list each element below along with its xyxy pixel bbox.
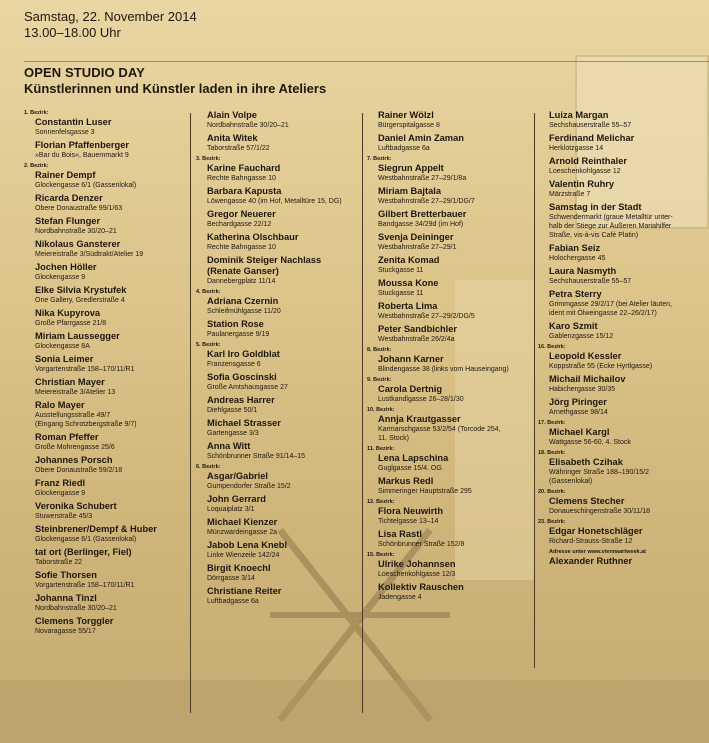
artist-name: Elke Silvia Krystufek — [35, 285, 127, 295]
studio-address: Schönbrunner Straße 152/8 — [378, 541, 465, 548]
artist-entry — [538, 266, 706, 286]
artist-entry — [24, 524, 184, 544]
studio-address: Linke Wienzeile 142/24 — [207, 552, 280, 559]
studio-address: Währinger Straße 188–190/15/2 — [549, 469, 650, 476]
artist-name: Rainer Dempf — [35, 170, 96, 180]
studio-address: Glockengasse 9 — [35, 490, 86, 497]
artist-entry — [538, 457, 706, 486]
artist-entry — [367, 232, 530, 252]
artist-name: Dominik Steiger Nachlass — [207, 255, 322, 265]
artist-entry — [196, 319, 356, 339]
studio-address: Stuckgasse 11 — [378, 290, 424, 297]
artist-name: Jörg Piringer — [549, 397, 607, 407]
artist-entry — [538, 133, 706, 153]
artist-name: Clemens Stecher — [549, 496, 625, 506]
artist-name: Johann Karner — [378, 354, 444, 364]
district-heading: 5. Bezirk: — [196, 342, 221, 348]
artist-name: Valentin Ruhry — [549, 179, 615, 189]
studio-address: Donaueschingenstraße 30/11/18 — [549, 508, 651, 515]
artist-entry — [24, 570, 184, 590]
studio-address: Stuwerstraße 45/3 — [35, 513, 93, 520]
artist-entry — [24, 593, 184, 613]
studio-address: Sechshauserstraße 55–57 — [549, 122, 632, 129]
artist-name: Karo Szmit — [549, 321, 598, 331]
artist-name: Anna Witt — [207, 441, 251, 451]
artist-name: Flora Neuwirth — [378, 506, 444, 516]
artist-name: Michael Kienzer — [207, 517, 278, 527]
artist-entry — [196, 418, 356, 438]
studio-address: Sechshauserstraße 55–57 — [549, 278, 632, 285]
studio-address: Rechte Bahngasse 10 — [207, 175, 276, 182]
studio-address: Holochergasse 45 — [549, 255, 606, 262]
artist-name: Stefan Flunger — [35, 216, 101, 226]
studio-address: Novaragasse 55/17 — [35, 628, 96, 635]
studio-address: Glockengasse 6/1 (Gassenlokal) — [35, 182, 137, 189]
artist-name: Roman Pfeffer — [35, 432, 99, 442]
artist-entry — [367, 186, 530, 206]
artist-entry — [367, 354, 530, 374]
artist-name: Moussa Kone — [378, 278, 439, 288]
studio-address: (Eingang Schrotzbergstraße 9/7) — [35, 421, 137, 428]
studio-address: Meiereistraße 3/Südtrakt/Atelier 19 — [35, 251, 144, 258]
artist-entry — [196, 163, 356, 183]
artist-name: Luiza Margan — [549, 110, 609, 120]
artist-entry — [538, 156, 706, 176]
artist-entry — [367, 278, 530, 298]
studio-address: Loeschenkohlgasse 12 — [549, 168, 621, 175]
studio-address: Glockengasse 9 — [35, 274, 86, 281]
column-divider — [190, 113, 191, 713]
artist-entry — [196, 209, 356, 229]
header-divider — [24, 61, 709, 62]
studio-address: Glockengasse 6/1 (Gassenlokal) — [35, 536, 137, 543]
artist-entry — [24, 547, 184, 567]
studio-address: 11. Stock) — [378, 435, 409, 442]
artist-entry — [24, 308, 184, 328]
artist-entry — [367, 414, 530, 443]
artist-name: Leopold Kessler — [549, 351, 622, 361]
studio-address: Westbahnstraße 26/2/4a — [378, 336, 455, 343]
artist-entry — [196, 186, 356, 206]
artist-name: Lisa Rastl — [378, 529, 422, 539]
district-heading: 23. Bezirk: — [538, 519, 566, 525]
district-heading: 2. Bezirk: — [24, 163, 49, 169]
artist-entry — [24, 478, 184, 498]
studio-address: Karmarschgasse 53/2/54 (Torcode 254, — [378, 426, 501, 433]
artist-name: Adriana Czernin — [207, 296, 279, 306]
artist-name: Michael Kargl — [549, 427, 610, 437]
artist-name: Siegrun Appelt — [378, 163, 444, 173]
artist-entry — [538, 351, 706, 371]
studio-address: Westbahnstraße 27–29/1 — [378, 244, 457, 251]
artist-entry — [24, 193, 184, 213]
studio-address: ident mit Ölweingasse 22–26/2/17) — [549, 310, 657, 317]
artist-entry — [196, 586, 356, 606]
artist-name: Elisabeth Czihak — [549, 457, 623, 467]
studio-address: Arnethgasse 98/14 — [549, 409, 608, 416]
artist-entry — [538, 374, 706, 394]
studio-address: Westbahnstraße 27–29/1/DG/7 — [378, 198, 475, 205]
studio-address: Grimmgasse 29/2/17 (bei Atelier läuten, — [549, 301, 672, 308]
studio-address: Nordbahnstraße 30/20–21 — [35, 228, 117, 235]
studio-address: Ausstellungsstraße 49/7 — [35, 412, 111, 419]
page-title: OPEN STUDIO DAY — [24, 65, 145, 80]
artist-entry — [196, 395, 356, 415]
studio-address: Obere Donaustraße 99/1/63 — [35, 205, 123, 212]
artist-name: Roberta Lima — [378, 301, 438, 311]
studio-address: Große Mohrengasse 25/6 — [35, 444, 115, 451]
studio-address: »Bar du Bois«, Bauernmarkt 9 — [35, 152, 129, 159]
artist-entry — [196, 494, 356, 514]
studio-address: Guglgasse 15/4. OG — [378, 465, 442, 472]
artist-name: Karine Fauchard — [207, 163, 281, 173]
background-floor — [0, 680, 709, 743]
artist-name: Asgar/Gabriel — [207, 471, 268, 481]
artist-entry — [538, 110, 706, 130]
artist-entry — [24, 117, 184, 137]
studio-address: Vorgartenstraße 158–170/11/R1 — [35, 366, 135, 373]
artist-name: Miriam Bajtala — [378, 186, 442, 196]
studio-address: Vorgartenstraße 158–170/11/R1 — [35, 582, 135, 589]
artist-name: Station Rose — [207, 319, 264, 329]
artist-name: Barbara Kapusta — [207, 186, 282, 196]
studio-address: Schönbrunner Straße 91/14–15 — [207, 453, 306, 460]
studio-address: Obere Donaustraße 59/2/18 — [35, 467, 123, 474]
artist-name: Jochen Höller — [35, 262, 97, 272]
artist-entry — [196, 563, 356, 583]
artist-entry — [367, 476, 530, 496]
artist-name: Alain Volpe — [207, 110, 257, 120]
artist-name: Michail Michailov — [549, 374, 626, 384]
artist-name: Anita Witek — [207, 133, 258, 143]
artist-entry — [538, 526, 706, 546]
artist-name: Annja Krautgasser — [378, 414, 461, 424]
studio-address: Märzstraße 7 — [549, 191, 591, 198]
listing-column-2 — [196, 110, 356, 609]
artist-name: Kollektiv Rauschen — [378, 582, 464, 592]
studio-address: (Gassenlokal) — [549, 478, 593, 485]
district-heading: 8. Bezirk: — [367, 347, 392, 353]
artist-entry — [538, 243, 706, 263]
artist-entry — [367, 559, 530, 579]
artist-name: Gregor Neuerer — [207, 209, 276, 219]
district-heading: 15. Bezirk: — [367, 552, 395, 558]
studio-address: Jadengasse 4 — [378, 594, 422, 601]
studio-address: Taborstraße 22 — [35, 559, 83, 566]
studio-address: Gumpendorfer Straße 15/2 — [207, 483, 291, 490]
artist-name: Samstag in der Stadt — [549, 202, 642, 212]
artist-name: Lena Lapschina — [378, 453, 449, 463]
artist-entry — [538, 202, 706, 240]
artist-name: Katherina Olschbaur — [207, 232, 299, 242]
district-heading: 6. Bezirk: — [196, 464, 221, 470]
district-heading: 10. Bezirk: — [367, 407, 395, 413]
artist-entry — [367, 506, 530, 526]
studio-address: Habichergasse 30/35 — [549, 386, 616, 393]
artist-name: Alexander Ruthner — [549, 556, 633, 566]
artist-name: Nika Kupyrova — [35, 308, 101, 318]
district-heading: 17. Bezirk: — [538, 420, 566, 426]
artist-entry — [367, 301, 530, 321]
artist-entry — [367, 529, 530, 549]
artist-entry — [24, 616, 184, 636]
artist-name: Ricarda Denzer — [35, 193, 103, 203]
artist-name: Peter Sandbichler — [378, 324, 458, 334]
artist-name: Fabian Seiz — [549, 243, 601, 253]
studio-address: Schleifmühlgasse 11/20 — [207, 308, 281, 315]
studio-address: Große Amtshausgasse 27 — [207, 384, 288, 391]
studio-address: Meiereistraße 3/Atelier 13 — [35, 389, 116, 396]
artist-name: Daniel Amin Zaman — [378, 133, 464, 143]
page-subtitle: Künstlerinnen und Künstler laden in ihre Ateliers — [24, 81, 327, 96]
artist-entry — [24, 455, 184, 475]
artist-entry — [24, 331, 184, 351]
artist-name: tat ort (Berlinger, Fiel) — [35, 547, 132, 557]
artist-entry — [196, 296, 356, 316]
artist-entry — [24, 262, 184, 282]
artist-name: Edgar Honetschläger — [549, 526, 643, 536]
artist-name: Christiane Reiter — [207, 586, 282, 596]
district-heading: 16. Bezirk: — [538, 344, 566, 350]
artist-name: Svenja Deininger — [378, 232, 454, 242]
studio-address: Nordbahnstraße 30/20–21 — [35, 605, 117, 612]
district-heading: 4. Bezirk: — [196, 289, 221, 295]
studio-address: Westbahnstraße 27–29/1/8a — [378, 175, 467, 182]
listing-column-4 — [538, 110, 706, 570]
artist-name: Ferdinand Melichar — [549, 133, 635, 143]
listing-column-3 — [367, 110, 530, 605]
artist-name: Jabob Lena Knebl — [207, 540, 288, 550]
studio-address: Koppstraße 55 (Ecke Hyrtlgasse) — [549, 363, 653, 370]
event-time: 13.00–18.00 Uhr — [24, 25, 121, 40]
district-heading: 1. Bezirk: — [24, 110, 49, 116]
studio-address: Paulanergasse 9/19 — [207, 331, 270, 338]
artist-name: Clemens Torggler — [35, 616, 114, 626]
artist-name: Ralo Mayer — [35, 400, 85, 410]
artist-entry — [367, 582, 530, 602]
artist-entry — [24, 377, 184, 397]
studio-address: Glockengasse 8A — [35, 343, 90, 350]
artist-name: Steinbrener/Dempf & Huber — [35, 524, 157, 534]
studio-address: Bandgasse 34/29d (im Hof) — [378, 221, 464, 228]
studio-address: Franzensgasse 6 — [207, 361, 261, 368]
artist-entry — [196, 372, 356, 392]
artist-entry — [196, 255, 356, 286]
artist-entry — [24, 354, 184, 374]
artist-entry — [538, 556, 706, 567]
studio-address: Loquaiplatz 3/1 — [207, 506, 255, 513]
artist-entry — [367, 133, 530, 153]
studio-address: Herklotzgasse 14 — [549, 145, 604, 152]
listing-column-1 — [24, 110, 184, 639]
studio-address: Nordbahnstraße 30/20–21 — [207, 122, 289, 129]
studio-address: Rechte Bahngasse 10 — [207, 244, 276, 251]
studio-address: Dannebergplatz 11/14 — [207, 278, 276, 285]
artist-entry — [24, 140, 184, 160]
artist-entry — [367, 255, 530, 275]
artist-name: Andreas Harrer — [207, 395, 275, 405]
column-divider — [534, 113, 535, 668]
artist-entry — [196, 441, 356, 461]
artist-entry — [24, 285, 184, 305]
artist-name: Sofia Goscinski — [207, 372, 277, 382]
studio-address: Dörrgasse 3/14 — [207, 575, 255, 582]
artist-entry — [367, 163, 530, 183]
artist-entry — [24, 400, 184, 429]
district-heading: 3. Bezirk: — [196, 156, 221, 162]
artist-entry — [367, 384, 530, 404]
artist-name: Christian Mayer — [35, 377, 105, 387]
artist-name: Johanna Tinzl — [35, 593, 97, 603]
artist-name: Zenita Komad — [378, 255, 440, 265]
studio-address: Gartengasse 3/3 — [207, 430, 259, 437]
studio-address: Luftbadgasse 6a — [207, 598, 259, 605]
artist-entry — [196, 471, 356, 491]
studio-address: Richard-Strauss-Straße 12 — [549, 538, 633, 545]
artist-name: Michael Strasser — [207, 418, 281, 428]
artist-entry — [367, 209, 530, 229]
artist-name: Florian Pfaffenberger — [35, 140, 130, 150]
artist-name: Franz Riedl — [35, 478, 86, 488]
artist-name: Gilbert Bretterbauer — [378, 209, 467, 219]
artist-name: Petra Sterry — [549, 289, 602, 299]
artist-name: Miriam Laussegger — [35, 331, 120, 341]
studio-address: Bechardgasse 22/12 — [207, 221, 272, 228]
studio-address: Große Pfarrgasse 21/8 — [35, 320, 107, 327]
district-heading: 20. Bezirk: — [538, 489, 566, 495]
studio-address: Sonnenfelsgasse 3 — [35, 129, 95, 136]
artist-entry — [24, 170, 184, 190]
district-heading: 12. Bezirk: — [367, 499, 395, 505]
artist-entry — [367, 453, 530, 473]
artist-entry — [367, 110, 530, 130]
artist-entry — [24, 501, 184, 521]
studio-address: Lustkandlgasse 26–28/1/30 — [378, 396, 464, 403]
artist-name: Laura Nasmyth — [549, 266, 617, 276]
artist-entry — [24, 216, 184, 236]
studio-address: Stuckgasse 11 — [378, 267, 424, 274]
studio-address: Gablenzgasse 15/12 — [549, 333, 614, 340]
artist-entry — [538, 427, 706, 447]
studio-address: Wattgasse 56-60, 4. Stock — [549, 439, 631, 446]
artist-name: Arnold Reinthaler — [549, 156, 627, 166]
artist-entry — [196, 110, 356, 130]
artist-name-continued: (Renate Ganser) — [207, 266, 279, 276]
artist-name: Constantin Luser — [35, 117, 112, 127]
artist-entry — [538, 397, 706, 417]
artist-entry — [196, 540, 356, 560]
studio-address: Schwendermarkt (graue Metalltür unter- — [549, 214, 673, 221]
studio-address: Münzwardeingasse 2a — [207, 529, 278, 536]
studio-address: Tichtelgasse 13–14 — [378, 518, 439, 525]
district-heading: 7. Bezirk: — [367, 156, 392, 162]
artist-entry — [196, 232, 356, 252]
artist-name: Carola Dertnig — [378, 384, 443, 394]
artist-entry — [367, 324, 530, 344]
artist-entry — [538, 179, 706, 199]
studio-address: Bürgerspitalgasse 8 — [378, 122, 440, 129]
event-date: Samstag, 22. November 2014 — [24, 9, 197, 24]
artist-name: Karl Iro Goldblat — [207, 349, 280, 359]
studio-address: Simmeringer Hauptstraße 295 — [378, 488, 472, 495]
column-divider — [362, 113, 363, 713]
artist-entry — [196, 517, 356, 537]
studio-address: Löwengasse 40 (im Hof, Metalltüre 15, DG) — [207, 198, 342, 205]
artist-name: Sofie Thorsen — [35, 570, 97, 580]
studio-address: Straße, vis-à-vis Café Platin) — [549, 232, 639, 239]
artist-entry — [538, 321, 706, 341]
artist-name: Sonia Leimer — [35, 354, 94, 364]
artist-name: John Gerrard — [207, 494, 266, 504]
artist-entry — [538, 289, 706, 318]
address-note: Adresse unter www.viennaartweek.at — [549, 549, 646, 555]
studio-address: Luftbadgasse 6a — [378, 145, 430, 152]
studio-address: Taborstraße 57/1/22 — [207, 145, 270, 152]
studio-address: One Gallery, Gredlerstraße 4 — [35, 297, 125, 304]
studio-address: Blindengasse 38 (links vom Hauseingang) — [378, 366, 509, 373]
studio-address: Loeschenkohlgasse 12/3 — [378, 571, 456, 578]
artist-entry — [538, 496, 706, 516]
studio-address: halb der Stiege zur Äußeren Mariahilfer — [549, 223, 672, 230]
artist-name: Markus Redl — [378, 476, 434, 486]
artist-entry — [196, 133, 356, 153]
artist-name: Johannes Porsch — [35, 455, 113, 465]
district-heading: 11. Bezirk: — [367, 446, 395, 452]
artist-name: Veronika Schubert — [35, 501, 117, 511]
artist-name: Ulrike Johannsen — [378, 559, 456, 569]
artist-name: Birgit Knoechl — [207, 563, 271, 573]
artist-name: Rainer Wölzl — [378, 110, 434, 120]
artist-entry — [24, 239, 184, 259]
artist-entry — [196, 349, 356, 369]
district-heading: 9. Bezirk: — [367, 377, 392, 383]
artist-name: Nikolaus Gansterer — [35, 239, 121, 249]
district-heading: 18. Bezirk: — [538, 450, 566, 456]
studio-address: Diehlgasse 50/1 — [207, 407, 258, 414]
artist-entry — [24, 432, 184, 452]
studio-address: Westbahnstraße 27–29/2/DG/5 — [378, 313, 475, 320]
